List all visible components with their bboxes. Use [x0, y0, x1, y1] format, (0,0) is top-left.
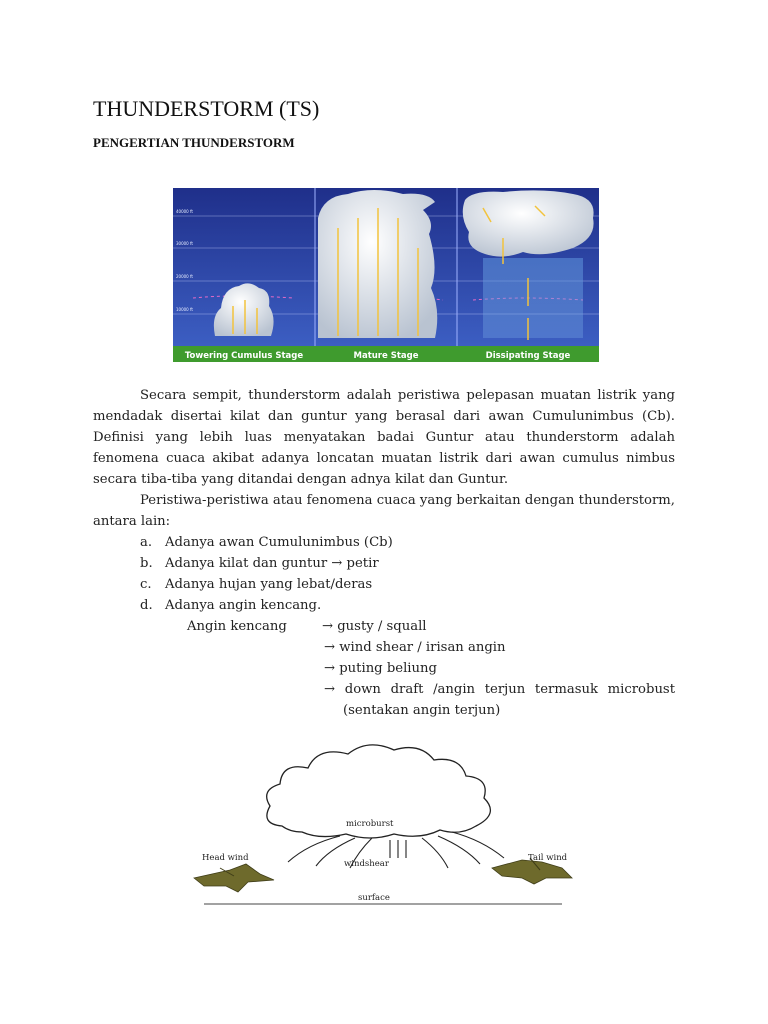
- wind-item: → puting beliung: [324, 661, 437, 676]
- wind-item: → gusty / squall: [322, 619, 427, 634]
- microburst-label: microburst: [346, 819, 394, 829]
- stage-label-towering: Towering Cumulus Stage: [184, 351, 304, 361]
- paragraph-definition: Secara sempit, thunderstorm adalah peristiwa pelepasan muatan listrik yang mendadak disertai kilat dan guntur yang berasal dari awan Cumulunimbus (Cb). Definisi yang lebih luas menyatakan badai Guntur atau thunderstorm adalah fenomena cuaca akibat adanya loncatan muatan listrik dari awan cumulus nimbus secara tiba-tiba yang ditandai dengan adnya kilat dan Guntur.: [93, 388, 675, 487]
- svg-text:20000 ft: 20000 ft: [176, 274, 193, 279]
- strong-wind-row: [93, 616, 675, 637]
- svg-text:40000 ft: 40000 ft: [176, 209, 193, 214]
- phenomena-list: [93, 532, 675, 616]
- svg-text:10000 ft: 10000 ft: [176, 307, 193, 312]
- thunderstorm-stages-figure: [173, 188, 599, 362]
- page-title: THUNDERSTORM (TS): [93, 96, 320, 121]
- wind-item: → down draft /angin terjun termasuk microbust: [324, 682, 675, 697]
- wind-item: → wind shear / irisan angin: [324, 640, 506, 655]
- windshear-label: windshear: [344, 859, 389, 869]
- stage-label-mature: Mature Stage: [353, 351, 419, 361]
- section-heading: PENGERTIAN THUNDERSTORM: [93, 135, 295, 150]
- surface-label: surface: [358, 893, 390, 903]
- tail-wind-label: Tail wind: [528, 853, 568, 863]
- paragraph-phenomena-intro: Peristiwa-peristiwa atau fenomena cuaca yang berkaitan dengan thunderstorm, antara lain:: [93, 493, 675, 529]
- head-wind-label: Head wind: [202, 853, 249, 863]
- microburst-diagram: [190, 740, 590, 910]
- list-item: d. Adanya angin kencang.: [140, 598, 322, 613]
- list-item: c. Adanya hujan yang lebat/deras: [140, 577, 373, 592]
- svg-text:30000 ft: 30000 ft: [176, 241, 193, 246]
- list-item: a. Adanya awan Cumulunimbus (Cb): [140, 535, 393, 550]
- wind-item-continuation: (sentakan angin terjun): [343, 703, 501, 718]
- list-item: b. Adanya kilat dan guntur → petir: [140, 556, 379, 571]
- body-text: [93, 385, 675, 721]
- stage-label-dissipating: Dissipating Stage: [485, 351, 571, 361]
- airplane-left-icon: [194, 864, 274, 892]
- strong-wind-label: Angin kencang: [187, 619, 287, 634]
